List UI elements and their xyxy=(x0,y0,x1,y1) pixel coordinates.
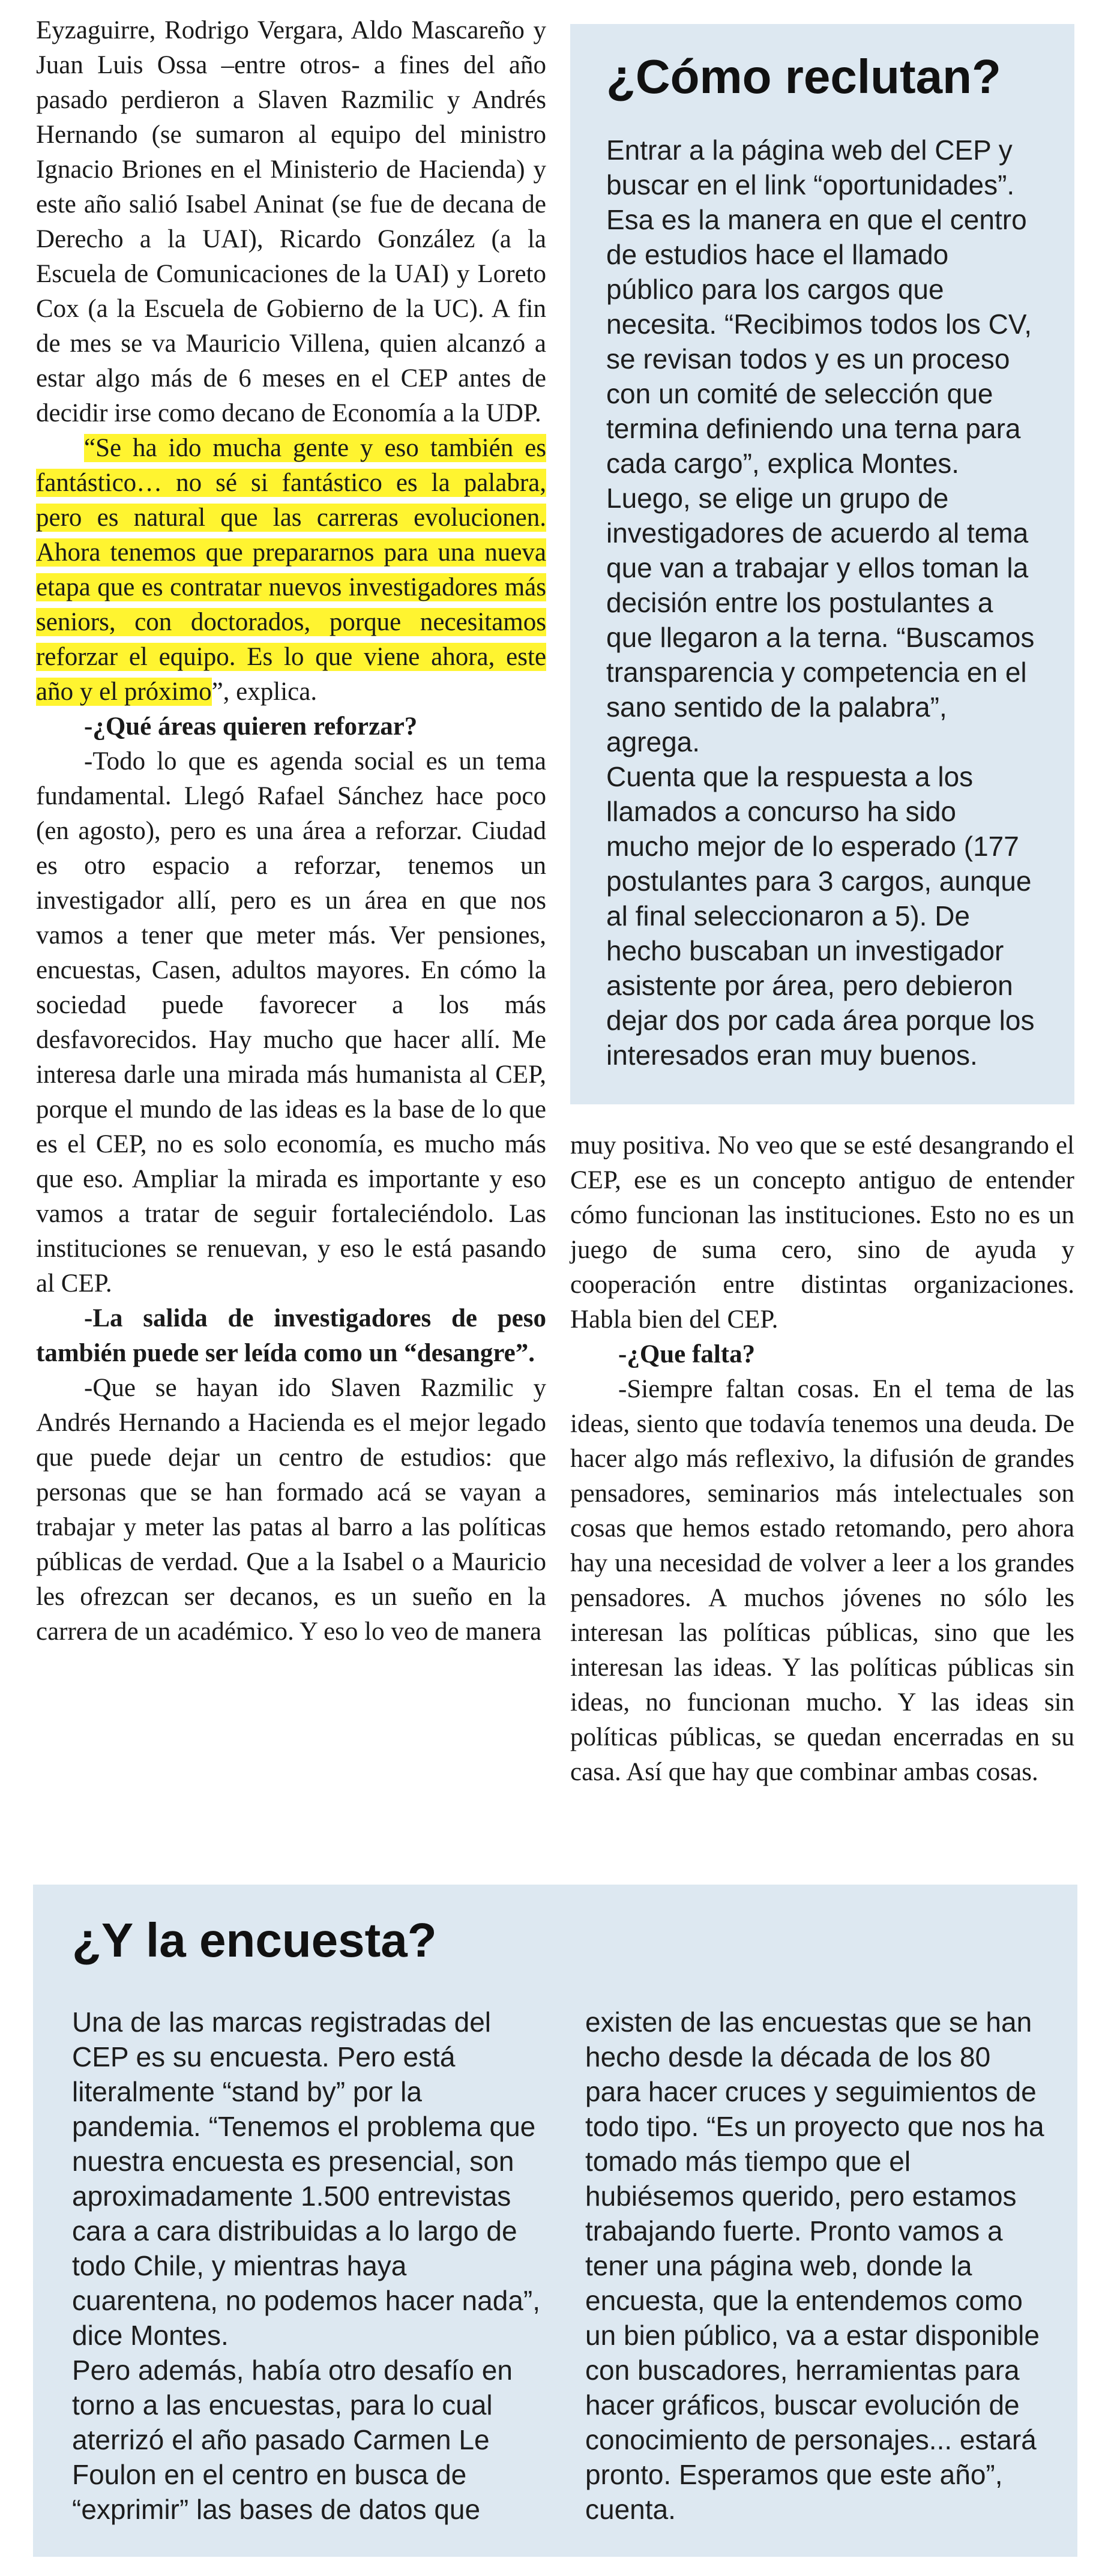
article-right-column xyxy=(570,1128,1074,1790)
sidebar-paragraph: existen de las encuestas que se han hecho desde la década de los 80 para hacer cruces y seguimientos de todo tipo. “Es un proyecto que nos ha tomado más tiempo que el hubiésemos querido, pero estamos trabajando fuerte. Pronto vamos a tener una página web, donde la encuesta, que la entendemos como un bien público, va a estar disponible con buscadores, herramientas para hacer gráficos, buscar evolución de conocimiento de personajes... estará pronto. Esperamos que este año”, cuenta. xyxy=(585,2006,1044,2525)
interview-answer: -Todo lo que es agenda social es un tema fundamental. Llegó Rafael Sánchez hace poco (en agosto), pero es una área a reforzar. Ciudad es otro espacio a reforzar, tenemos un investigador allí, pero es un área en que nos vamos a tener que meter más. Ver pensiones, encuestas, Casen, adultos mayores. En cómo la sociedad puede favorecer a los más desfavorecidos. Hay mucho que hacer allí. Me interesa darle una mirada más humanista al CEP, porque el mundo de las ideas es la base de lo que es el CEP, no es solo economía, es mucho más que eso. Ampliar la mirada es importante y eso vamos a tratar de seguir fortaleciéndolo. Las instituciones se renuevan, y eso le está pasando al CEP. xyxy=(36,747,546,1298)
quote-paragraph xyxy=(36,431,546,709)
interview-question: -La salida de investigadores de peso también puede ser leída como un “desangre”. xyxy=(36,1304,546,1367)
sidebar-body xyxy=(570,106,1074,1073)
interview-answer: -Siempre faltan cosas. En el tema de las ideas, siento que todavía tenemos una deuda. De hacer algo más reflexivo, la difusión de grandes pensadores, seminarios más intelectuales son cosas que hemos estado retomando, pero ahora hay una necesidad de volver a leer a los grandes pensadores. A muchos jóvenes no sólo les interesan las políticas públicas, sino que les interesan las ideas. Y las políticas públicas sin ideas, no funcionan mucho. Y las ideas sin políticas públicas, se quedan encerradas en su casa. Así que hay que combinar ambas cosas. xyxy=(570,1375,1074,1786)
sidebar-title: ¿Y la encuesta? xyxy=(72,1913,437,1967)
sidebar-paragraph: Entrar a la página web del CEP y buscar en el link “oportunidades”. Esa es la manera en que el centro de estudios hace el llamado público para los cargos que necesita. “Recibimos todos los CV, se revisan todos y es un proceso con un comité de selección que termina definiendo una terna para cada cargo”, explica Montes. xyxy=(606,134,1032,479)
sidebar-paragraph: Una de las marcas registradas del CEP es su encuesta. Pero está literalmente “stand by” por la pandemia. “Tenemos el problema que nuestra encuesta es presencial, son aproximadamente 1.500 entrevistas cara a cara distribuidas a lo largo de todo Chile, y mientras haya cuarentena, no podemos hacer nada”, dice Montes. xyxy=(72,2006,540,2351)
interview-answer-continued: muy positiva. No veo que se esté desangrando el CEP, ese es un concepto antiguo de entender cómo funcionan las instituciones. Esto no es un juego de suma cero, sino de ayuda y cooperación entre distintas organizaciones. Habla bien del CEP. xyxy=(570,1131,1074,1334)
article-left-column xyxy=(36,13,546,1649)
interview-question: -¿Qué áreas quieren reforzar? xyxy=(84,712,418,741)
sidebar-box-encuesta xyxy=(33,1885,1077,2557)
interview-answer: -Que se hayan ido Slaven Razmilic y Andrés Hernando a Hacienda es el mejor legado que puede dejar un centro de estudios: que personas que se han formado acá se vayan a trabajar y meter las patas al barro a las políticas públicas de verdad. Que a la Isabel o a Mauricio les ofrezcan ser decanos, es un sueño en la carrera de un académico. Y eso lo veo de manera xyxy=(36,1374,546,1646)
article-paragraph: Eyzaguirre, Rodrigo Vergara, Aldo Mascareño y Juan Luis Ossa –entre otros- a fines del año pasado perdieron a Slaven Razmilic y Andrés Hernando (se sumaron al equipo del ministro Ignacio Briones en el Ministerio de Hacienda) y este año salió Isabel Aninat (se fue de decana de Derecho a la UAI), Ricardo González (a la Escuela de Comunicaciones de la UAI) y Loreto Cox (a la Escuela de Gobierno de la UC). A fin de mes se va Mauricio Villena, quien alcanzó a estar algo más de 6 meses en el CEP antes de decidir irse como decano de Economía a la UDP. xyxy=(36,16,546,427)
sidebar-paragraph: Luego, se elige un grupo de investigadores de acuerdo al tema que van a trabajar y ellos toman la decisión entre los postulantes a que llegaron a la terna. “Buscamos transparencia y competencia en el sano sentido de la palabra”, agrega. xyxy=(606,483,1035,757)
sidebar-left-column xyxy=(72,2005,540,2527)
quote-attribution: ”, explica. xyxy=(211,678,318,706)
sidebar-paragraph: Pero además, había otro desafío en torno a las encuestas, para lo cual aterrizó el año pasado Carmen Le Foulon en el centro en busca de “exprimir” las bases de datos que xyxy=(72,2355,513,2525)
sidebar-box-reclutan xyxy=(570,24,1074,1104)
highlighted-quote: “Se ha ido mucha gente y eso también es fantástico… no sé si fantástico es la palabra, pero es natural que las carreras evolucionen. Ahora tenemos que prepararnos para una nueva etapa que es contratar nuevos investigadores más seniors, con doctorados, porque necesitamos reforzar el equipo. Es lo que viene ahora, este año y el próximo xyxy=(36,434,546,706)
sidebar-right-column xyxy=(585,2005,1053,2527)
interview-question: -¿Que falta? xyxy=(618,1340,756,1368)
sidebar-title: ¿Cómo reclutan? xyxy=(606,50,1001,103)
sidebar-paragraph: Cuenta que la respuesta a los llamados a concurso ha sido mucho mejor de lo esperado (177 postulantes para 3 cargos, aunque al final seleccionaron a 5). De hecho buscaban un investigador asistente por área, pero debieron dejar dos por cada área porque los interesados eran muy buenos. xyxy=(606,761,1035,1071)
